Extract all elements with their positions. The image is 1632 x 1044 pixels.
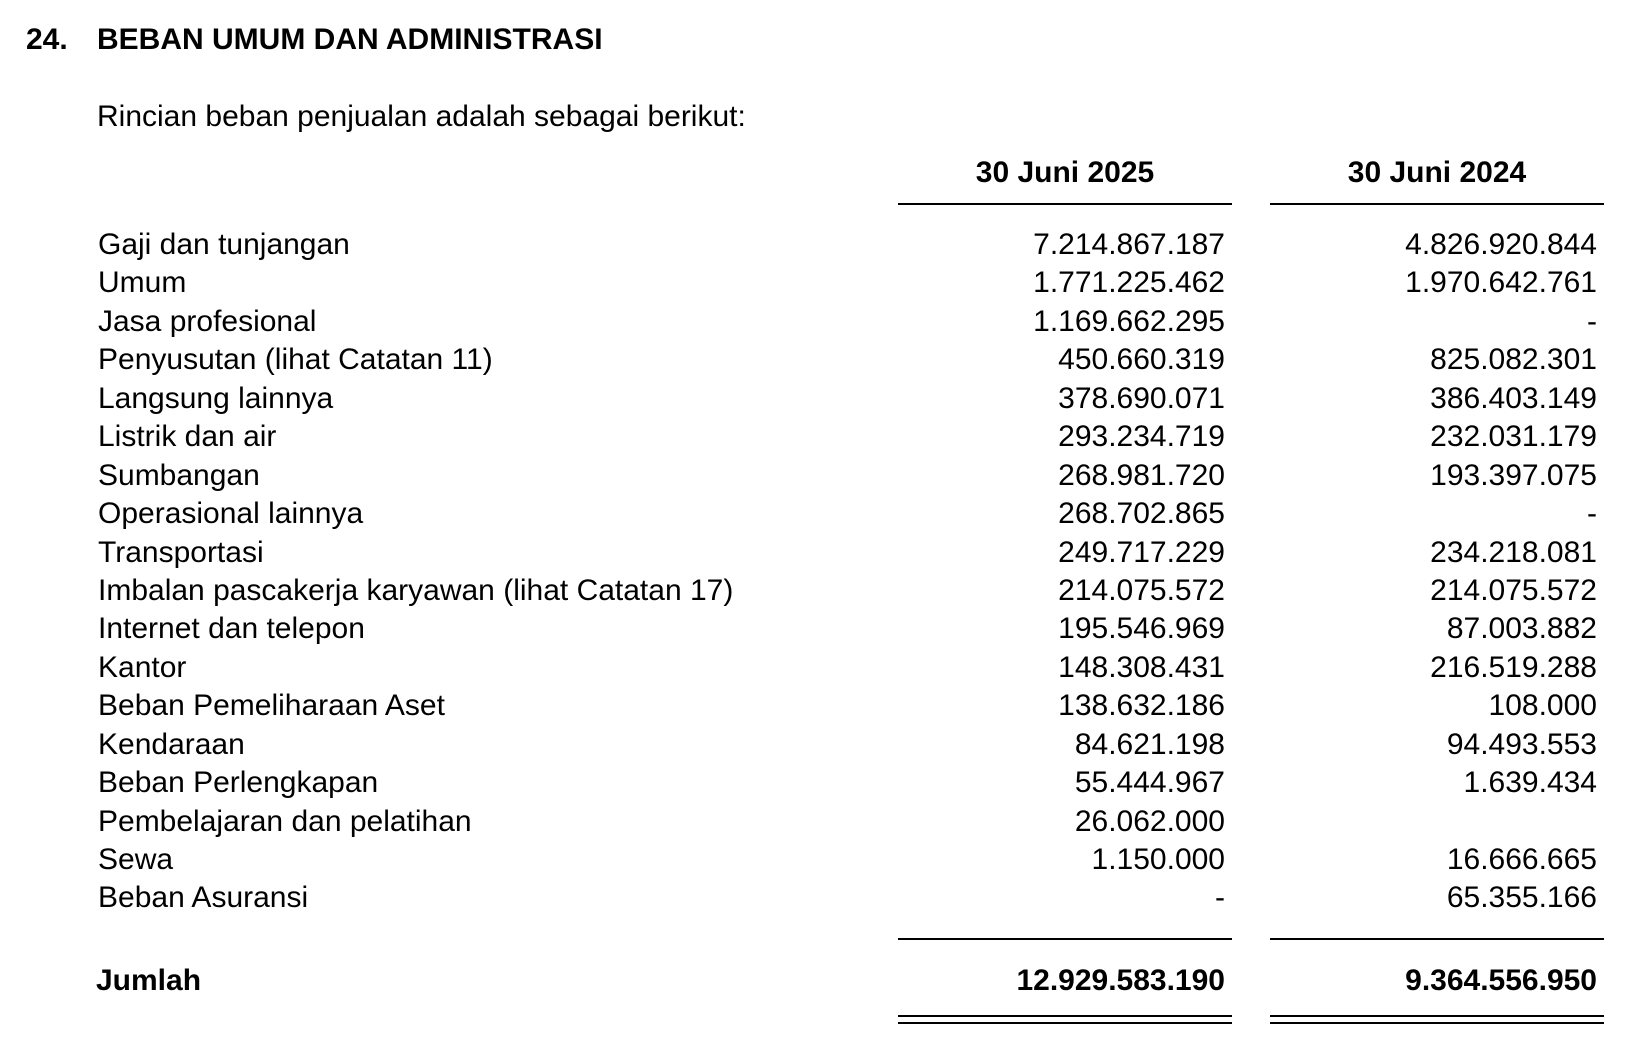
table-row (0, 649, 1632, 687)
value-2025: 1.150.000 (1091, 843, 1225, 876)
value-2024: 825.082.301 (1430, 343, 1597, 377)
table-row (0, 226, 1632, 264)
header-rule-2025 (898, 203, 1232, 205)
table-row (0, 341, 1632, 379)
row-label: Jasa profesional (98, 304, 317, 338)
value-2024: 232.031.179 (1430, 420, 1597, 454)
expense-table (0, 226, 1632, 918)
table-row (0, 764, 1632, 802)
value-2024: 65.355.166 (1446, 881, 1597, 915)
table-row (0, 726, 1632, 764)
total-2024: 9.364.556.950 (1405, 964, 1597, 997)
row-label: Langsung lainnya (98, 381, 334, 415)
value-2024: 216.519.288 (1430, 650, 1597, 684)
row-label: Umum (98, 266, 187, 300)
sum-rule-2024 (1270, 938, 1604, 940)
total-label: Jumlah (96, 964, 202, 997)
table-row (0, 803, 1632, 841)
total-2025: 12.929.583.190 (1016, 964, 1225, 997)
row-label: Internet dan telepon (98, 612, 365, 646)
row-label: Kendaraan (98, 727, 245, 761)
double-rule-bottom-2024 (1270, 1022, 1604, 1024)
value-2025: - (1215, 881, 1225, 915)
value-2025: 378.690.071 (1058, 381, 1225, 415)
table-row (0, 380, 1632, 418)
value-2025: 84.621.198 (1074, 727, 1225, 761)
value-2025: 450.660.319 (1058, 343, 1225, 377)
intro-text: Rincian beban penjualan adalah sebagai berikut: (97, 100, 746, 133)
row-label: Listrik dan air (98, 420, 277, 454)
double-rule-top-2025 (898, 1015, 1232, 1017)
row-label: Beban Perlengkapan (98, 766, 379, 800)
table-row (0, 687, 1632, 725)
table-row (0, 879, 1632, 917)
row-label: Operasional lainnya (98, 497, 364, 531)
table-row (0, 457, 1632, 495)
value-2024: 87.003.882 (1446, 612, 1597, 646)
row-label: Sewa (98, 843, 174, 876)
note-title: BEBAN UMUM DAN ADMINISTRASI (97, 23, 603, 56)
row-label: Beban Asuransi (98, 881, 309, 915)
value-2025: 55.444.967 (1074, 766, 1225, 800)
value-2024: 193.397.075 (1430, 458, 1597, 492)
value-2024: - (1587, 304, 1597, 338)
value-2025: 138.632.186 (1058, 689, 1225, 723)
value-2025: 293.234.719 (1058, 420, 1225, 454)
value-2025: 7.214.867.187 (1033, 228, 1225, 261)
value-2025: 1.169.662.295 (1033, 304, 1225, 338)
value-2025: 26.062.000 (1074, 804, 1225, 838)
value-2024: 214.075.572 (1430, 573, 1597, 607)
value-2025: 268.702.865 (1058, 497, 1225, 531)
table-row (0, 841, 1632, 879)
value-2024: 4.826.920.844 (1405, 228, 1597, 261)
value-2024: 108.000 (1488, 689, 1597, 723)
double-rule-top-2024 (1270, 1015, 1604, 1017)
double-rule-bottom-2025 (898, 1022, 1232, 1024)
row-label: Beban Pemeliharaan Aset (98, 689, 445, 723)
value-2025: 195.546.969 (1058, 612, 1225, 646)
row-label: Gaji dan tunjangan (98, 228, 350, 261)
row-label: Imbalan pascakerja karyawan (lihat Catatan 17) (98, 573, 734, 607)
value-2024: 234.218.081 (1430, 535, 1597, 569)
table-row (0, 418, 1632, 456)
row-label: Transportasi (98, 535, 264, 569)
value-2025: 249.717.229 (1058, 535, 1225, 569)
sum-rule-2025 (898, 938, 1232, 940)
value-2025: 268.981.720 (1058, 458, 1225, 492)
value-2024: 1.970.642.761 (1405, 266, 1597, 300)
value-2025: 1.771.225.462 (1033, 266, 1225, 300)
column-header-2024: 30 Juni 2024 (1347, 156, 1527, 189)
column-header-2025: 30 Juni 2025 (975, 156, 1155, 189)
value-2024: - (1587, 497, 1597, 531)
value-2024: 16.666.665 (1446, 843, 1597, 876)
note-number: 24. (26, 23, 68, 56)
value-2025: 214.075.572 (1058, 573, 1225, 607)
table-row (0, 534, 1632, 572)
value-2024: 386.403.149 (1430, 381, 1597, 415)
table-row (0, 264, 1632, 302)
row-label: Sumbangan (98, 458, 260, 492)
value-2024: 94.493.553 (1446, 727, 1597, 761)
row-label: Kantor (98, 650, 187, 684)
table-row (0, 303, 1632, 341)
table-row (0, 495, 1632, 533)
table-row (0, 610, 1632, 648)
total-row (0, 962, 1632, 1000)
header-rule-2024 (1270, 203, 1604, 205)
table-row (0, 572, 1632, 610)
row-label: Pembelajaran dan pelatihan (98, 804, 472, 838)
row-label: Penyusutan (lihat Catatan 11) (98, 343, 493, 377)
value-2025: 148.308.431 (1058, 650, 1225, 684)
value-2024: 1.639.434 (1463, 766, 1597, 800)
